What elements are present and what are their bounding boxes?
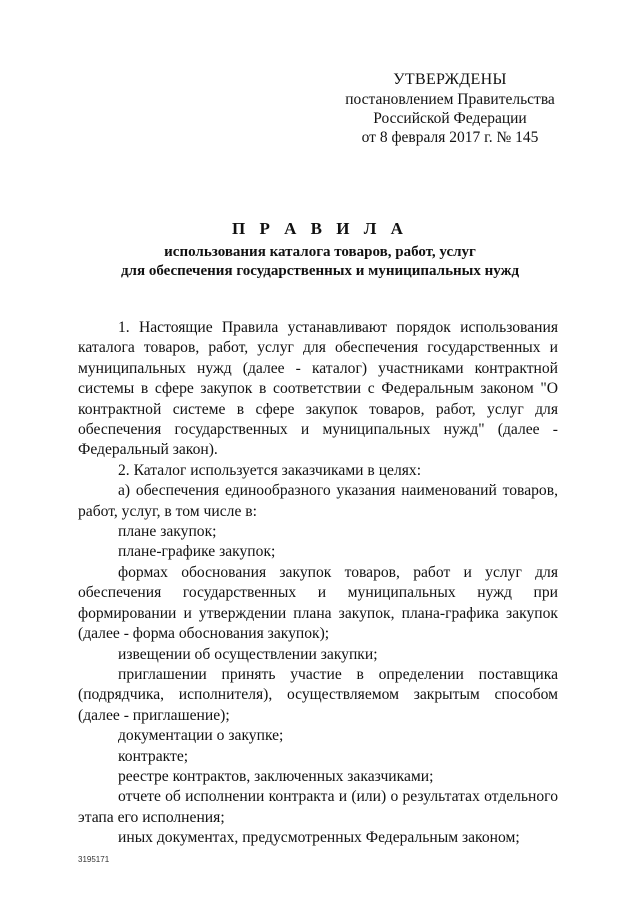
list-item: контракте;	[118, 747, 189, 765]
approval-title: УТВЕРЖДЕНЫ	[393, 71, 507, 88]
list-item: извещении об осуществлении закупки;	[118, 645, 378, 663]
approval-block	[300, 70, 600, 147]
approval-line-2: Российской Федерации	[373, 110, 527, 127]
list-item: отчете об исполнении контракта и (или) о результатах отдельного этапа его исполнения;	[78, 788, 558, 826]
paragraph-1: 1. Настоящие Правила устанавливают порядок использования каталога товаров, работ, услуг для обеспечения государственных и муниципальных нужд (далее - каталог) участниками контрактной системы в сфере закупок в соответствии с Федеральным законом "О контрактной системе в сфере закупок товаров, работ, услуг для обеспечения государственных и муниципальных нужд" (далее - Федеральный закон).	[78, 319, 558, 459]
list-item: иных документах, предусмотренных Федеральным законом;	[118, 829, 520, 847]
document-body	[78, 318, 558, 849]
list-item: реестре контрактов, заключенных заказчиками;	[118, 767, 434, 785]
subtitle-line-1: использования каталога товаров, работ, услуг	[164, 244, 476, 260]
list-item: документации о закупке;	[118, 727, 284, 745]
list-item: плане-графике закупок;	[118, 543, 276, 561]
list-item: формах обоснования закупок товаров, работ и услуг для обеспечения государственных и муниципальных нужд при формировании и утверждении плана закупок, плана-графика закупок (далее - форма обоснования закупок);	[78, 563, 558, 643]
document-code: 3195171	[78, 855, 110, 864]
paragraph-2: 2. Каталог используется заказчиками в целях:	[118, 461, 422, 479]
subtitle-line-2: для обеспечения государственных и муниципальных нужд	[120, 263, 520, 279]
list-item: приглашении принять участие в определении поставщика (подрядчика, исполнителя), осуществляемом закрытым способом (далее - приглашение);	[78, 665, 558, 724]
approval-line-1: постановлением Правительства	[345, 91, 555, 108]
document-title: П Р А В И Л А	[232, 219, 408, 238]
approval-line-3: от 8 февраля 2017 г. № 145	[361, 129, 539, 146]
paragraph-2a: а) обеспечения единообразного указания наименований товаров, работ, услуг, в том числе в:	[78, 482, 558, 520]
document-subtitle	[60, 243, 580, 281]
list-item: плане закупок;	[118, 523, 217, 541]
